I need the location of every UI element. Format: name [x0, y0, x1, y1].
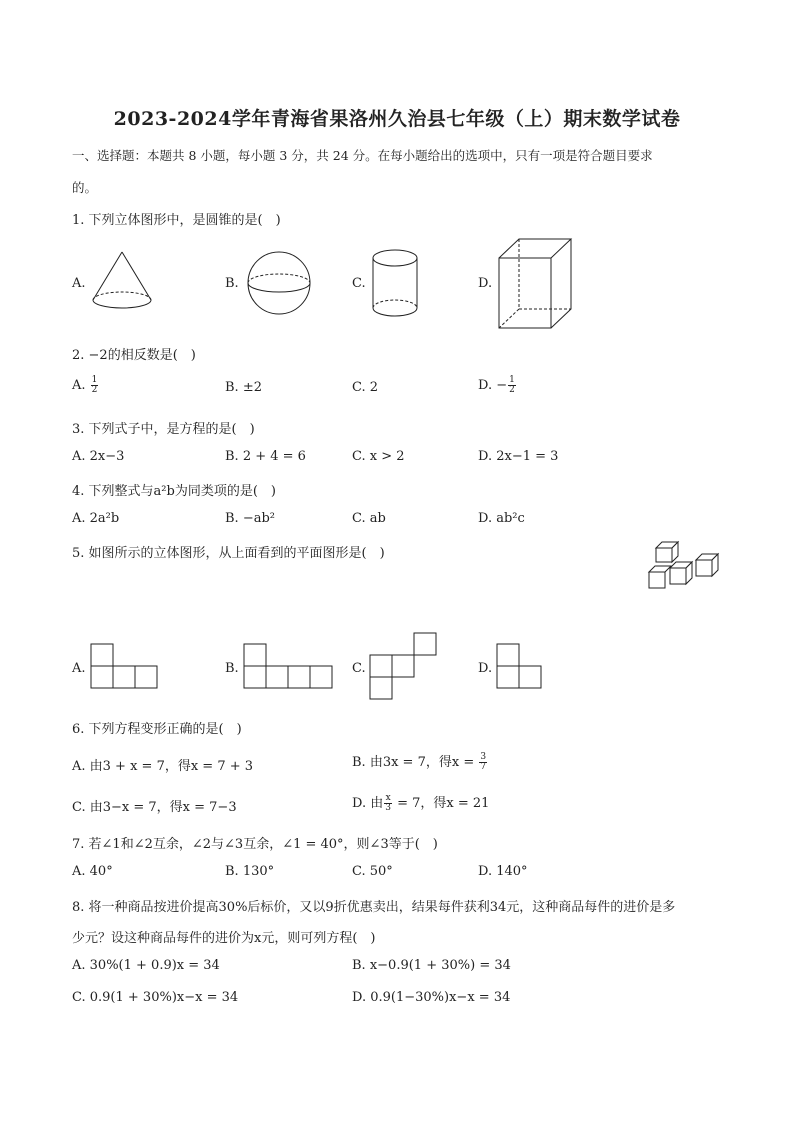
q4-option-c: C. ab [352, 511, 386, 526]
question-4-stem: 4. 下列整式与a²b为同类项的是( ) [72, 484, 276, 499]
q5-option-c-figure [369, 632, 441, 704]
numerator: 3 [480, 752, 487, 762]
question-3-stem: 3. 下列式子中，是方程的是( ) [72, 422, 255, 437]
q1-option-a-label: A. [72, 276, 86, 291]
question-1-stem: 1. 下列立体图形中，是圆锥的是( ) [72, 213, 281, 228]
q2-option-d [478, 376, 517, 395]
q7-option-d: D. 140° [478, 864, 528, 879]
q6-option-d-text-pre: D. 由 [352, 796, 384, 811]
denominator: 3 [385, 803, 391, 813]
q6-option-c: C. 由3−x = 7，得x = 7−3 [72, 800, 237, 815]
denominator: 7 [480, 762, 487, 772]
q2-option-a [72, 376, 99, 395]
q6-option-b [352, 751, 488, 772]
question-7-stem: 7. 若∠1和∠2互余，∠2与∠3互余，∠1 = 40°，则∠3等于( ) [72, 837, 438, 852]
q5-option-d-label: D. [478, 661, 493, 676]
q2-option-d-fraction [508, 376, 516, 395]
q5-option-a-figure [90, 643, 160, 691]
q2-option-b: B. ±2 [225, 380, 262, 395]
question-2-stem: 2. −2的相反数是( ) [72, 348, 196, 363]
numerator: x [385, 793, 391, 803]
q3-option-c: C. x > 2 [352, 449, 405, 464]
stacked-cubes-figure [648, 540, 722, 592]
q3-option-b: B. 2 + 4 = 6 [225, 449, 306, 464]
q3-option-d: D. 2x−1 = 3 [478, 449, 559, 464]
page-title: 2023-2024学年青海省果洛州久治县七年级（上）期末数学试卷 [113, 108, 681, 130]
q4-option-d: D. ab²c [478, 511, 525, 526]
q6-option-b-text: B. 由3x = 7，得x = [352, 755, 479, 770]
q6-option-d-fraction [384, 794, 392, 813]
question-8-stem: 8. 将一种商品按进价提高30%后标价，又以9折优惠卖出，结果每件获利34元，这种商品每件的进价是多 [72, 900, 676, 915]
numerator: 1 [91, 375, 98, 385]
q2-option-c: C. 2 [352, 380, 379, 395]
q6-option-a: A. 由3 + x = 7，得x = 7 + 3 [72, 759, 254, 774]
q8-option-d: D. 0.9(1−30%)x−x = 34 [352, 990, 511, 1005]
q8-option-a: A. 30%(1 + 0.9)x = 34 [72, 958, 220, 973]
q5-option-d-figure [496, 643, 546, 691]
q6-option-d [352, 792, 489, 813]
q7-option-a: A. 40° [72, 864, 113, 879]
cone-figure [90, 250, 154, 314]
denominator: 2 [91, 385, 98, 395]
q3-option-a: A. 2x−3 [72, 449, 125, 464]
q4-option-a: A. 2a²b [72, 511, 120, 526]
section-heading-cont: 的。 [72, 180, 98, 195]
q6-option-b-fraction [479, 753, 487, 772]
question-6-stem: 6. 下列方程变形正确的是( ) [72, 722, 242, 737]
q2-option-a-label: A. [72, 378, 86, 393]
q2-option-d-label: D. − [478, 378, 508, 393]
q5-option-b-figure [243, 643, 337, 691]
q5-option-b-label: B. [225, 661, 239, 676]
q4-option-b: B. −ab² [225, 511, 275, 526]
q5-option-a-label: A. [72, 661, 86, 676]
q6-option-d-text-post: = 7，得x = 21 [392, 796, 490, 811]
q5-option-c-label: C. [352, 661, 366, 676]
numerator: 1 [509, 375, 515, 385]
q1-option-b-label: B. [225, 276, 239, 291]
q1-option-d-label: D. [478, 276, 493, 291]
question-5-stem: 5. 如图所示的立体图形，从上面看到的平面图形是( ) [72, 546, 385, 561]
q8-option-c: C. 0.9(1 + 30%)x−x = 34 [72, 990, 239, 1005]
q7-option-c: C. 50° [352, 864, 393, 879]
denominator: 2 [509, 385, 515, 395]
cuboid-figure [498, 238, 572, 330]
q8-option-b: B. x−0.9(1 + 30%) = 34 [352, 958, 511, 973]
q7-option-b: B. 130° [225, 864, 275, 879]
q1-option-c-label: C. [352, 276, 366, 291]
q2-option-a-fraction [91, 376, 99, 395]
cylinder-figure [372, 248, 418, 318]
question-8-stem-cont: 少元？设这种商品每件的进价为x元，则可列方程( ) [72, 931, 376, 946]
sphere-figure [246, 250, 312, 316]
section-heading: 一、选择题：本题共 8 小题，每小题 3 分，共 24 分。在每小题给出的选项中，只有一项是符合题目要求 [72, 148, 653, 163]
